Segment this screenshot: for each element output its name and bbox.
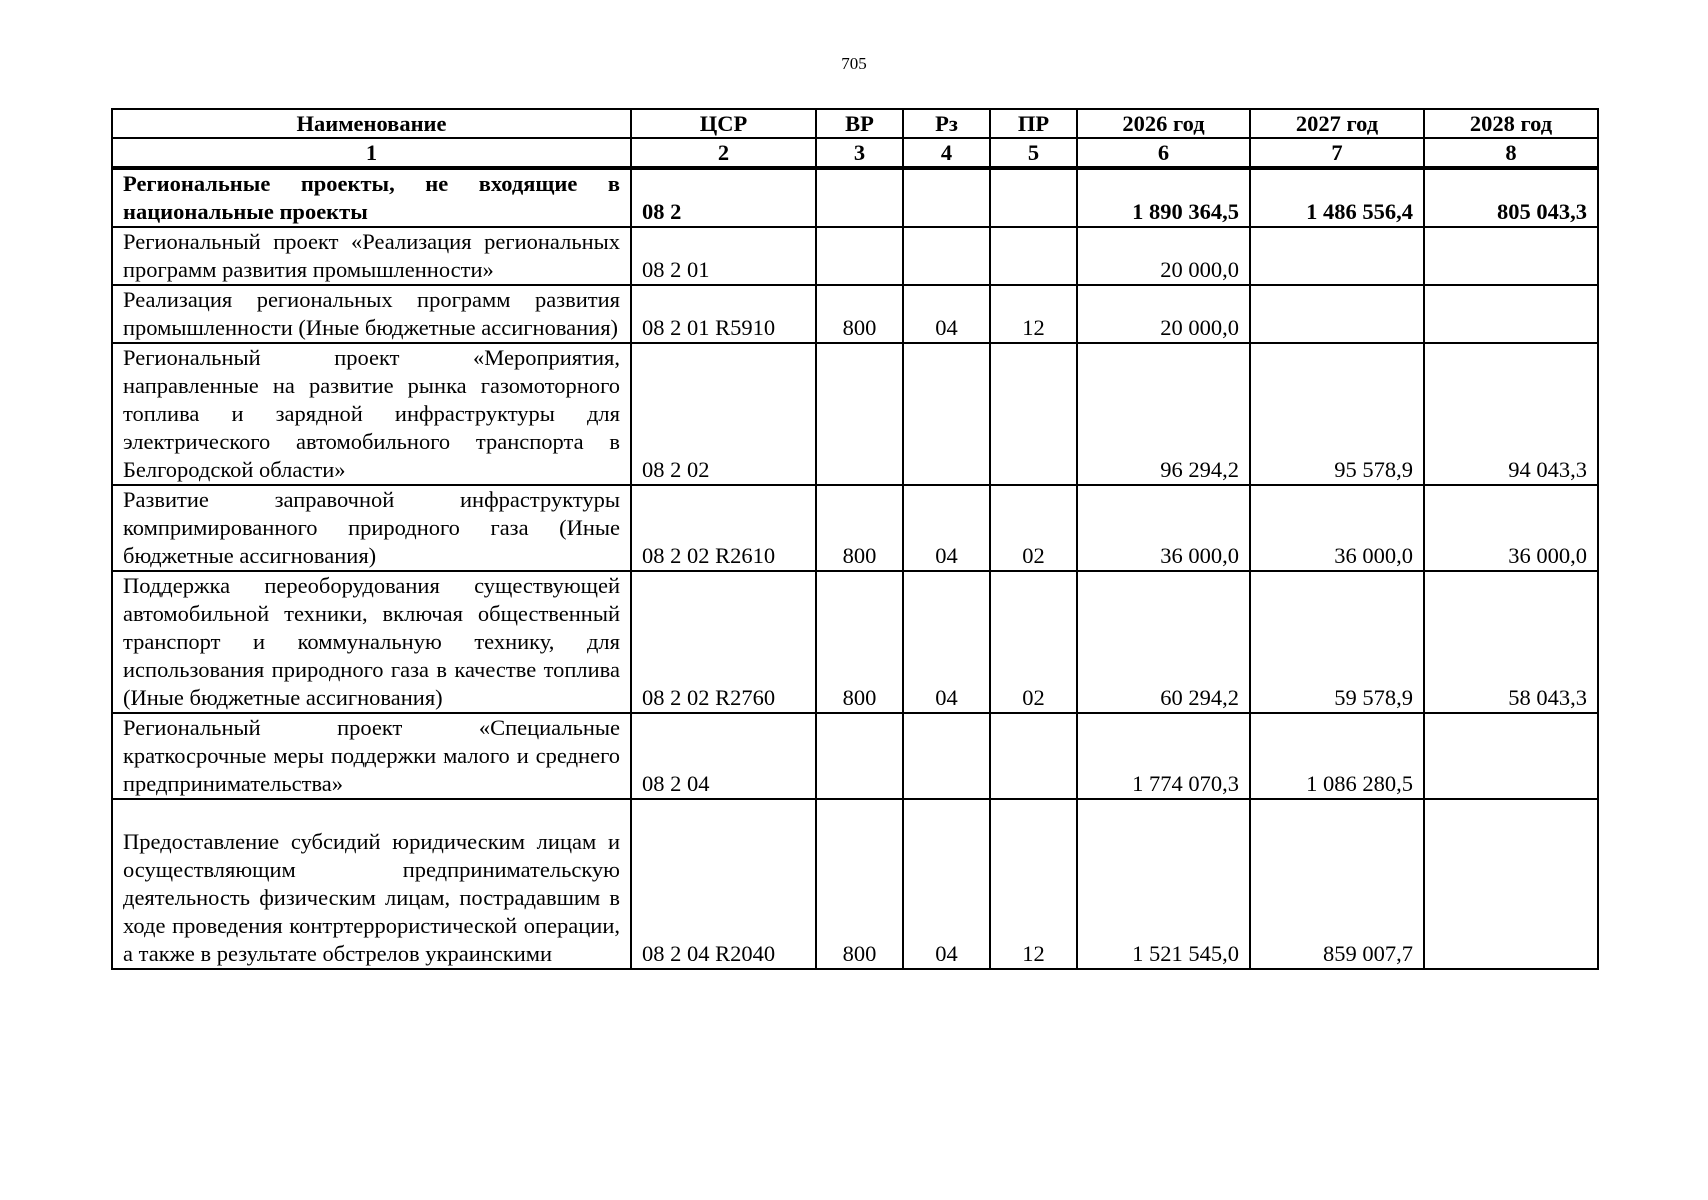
row-name: Развитие заправочной инфраструктуры компримированного природного газа (Иные бюджетные ассигнования) xyxy=(112,485,631,571)
row-pr xyxy=(990,343,1077,485)
row-csr: 08 2 02 R2610 xyxy=(631,485,816,571)
header-csr: ЦСР xyxy=(631,109,816,138)
table-row xyxy=(112,168,1598,227)
table-row xyxy=(112,485,1598,571)
row-2028: 36 000,0 xyxy=(1424,485,1598,571)
header-row xyxy=(112,109,1598,138)
row-vr xyxy=(816,343,903,485)
row-2027: 1 086 280,5 xyxy=(1250,713,1424,799)
row-name: Реализация региональных программ развития промышленности (Иные бюджетные ассигнования) xyxy=(112,285,631,343)
row-2026: 60 294,2 xyxy=(1077,571,1250,713)
row-rz: 04 xyxy=(903,799,990,969)
row-csr: 08 2 02 R2760 xyxy=(631,571,816,713)
table-row xyxy=(112,799,1598,969)
row-vr: 800 xyxy=(816,571,903,713)
row-vr xyxy=(816,227,903,285)
row-name: Предоставление субсидий юридическим лицам и осуществляющим предпринимательскую деятельность физическим лицам, пострадавшим в ходе проведения контртеррористической операции, а также в результате обстрелов украинскими xyxy=(112,799,631,969)
column-number: 6 xyxy=(1077,138,1250,168)
column-number: 1 xyxy=(112,138,631,168)
row-name: Поддержка переоборудования существующей автомобильной техники, включая общественный транспорт и коммунальную технику, для использования природного газа в качестве топлива (Иные бюджетные ассигнования) xyxy=(112,571,631,713)
row-csr: 08 2 02 xyxy=(631,343,816,485)
row-rz xyxy=(903,343,990,485)
row-vr: 800 xyxy=(816,485,903,571)
column-number-row xyxy=(112,138,1598,168)
row-2027: 95 578,9 xyxy=(1250,343,1424,485)
table-row xyxy=(112,227,1598,285)
row-2027: 859 007,7 xyxy=(1250,799,1424,969)
row-rz: 04 xyxy=(903,285,990,343)
row-rz: 04 xyxy=(903,571,990,713)
row-name: Региональный проект «Специальные краткосрочные меры поддержки малого и среднего предпринимательства» xyxy=(112,713,631,799)
row-2026: 1 521 545,0 xyxy=(1077,799,1250,969)
row-pr: 12 xyxy=(990,285,1077,343)
column-number: 7 xyxy=(1250,138,1424,168)
row-csr: 08 2 xyxy=(631,168,816,227)
row-2028 xyxy=(1424,227,1598,285)
row-rz xyxy=(903,713,990,799)
row-pr: 02 xyxy=(990,571,1077,713)
page-number: 705 xyxy=(841,54,867,73)
row-name: Региональный проект «Мероприятия, направленные на развитие рынка газомоторного топлива и зарядной инфраструктуры для электрического автомобильного транспорта в Белгородской области» xyxy=(112,343,631,485)
row-2026: 96 294,2 xyxy=(1077,343,1250,485)
column-number: 8 xyxy=(1424,138,1598,168)
row-vr: 800 xyxy=(816,799,903,969)
row-name: Региональные проекты, не входящие в национальные проекты xyxy=(112,168,631,227)
row-csr: 08 2 01 xyxy=(631,227,816,285)
row-2027: 36 000,0 xyxy=(1250,485,1424,571)
header-2026: 2026 год xyxy=(1077,109,1250,138)
row-2028 xyxy=(1424,799,1598,969)
row-2028 xyxy=(1424,713,1598,799)
row-csr: 08 2 01 R5910 xyxy=(631,285,816,343)
header-rz: Рз xyxy=(903,109,990,138)
row-pr: 12 xyxy=(990,799,1077,969)
table-row xyxy=(112,713,1598,799)
row-2026: 20 000,0 xyxy=(1077,227,1250,285)
column-number: 2 xyxy=(631,138,816,168)
row-2027: 1 486 556,4 xyxy=(1250,168,1424,227)
row-2028: 58 043,3 xyxy=(1424,571,1598,713)
row-2028: 805 043,3 xyxy=(1424,168,1598,227)
header-pr: ПР xyxy=(990,109,1077,138)
row-csr: 08 2 04 xyxy=(631,713,816,799)
column-number: 3 xyxy=(816,138,903,168)
row-name: Региональный проект «Реализация региональных программ развития промышленности» xyxy=(112,227,631,285)
header-name: Наименование xyxy=(112,109,631,138)
header-2027: 2027 год xyxy=(1250,109,1424,138)
table-row xyxy=(112,571,1598,713)
row-pr: 02 xyxy=(990,485,1077,571)
row-2027 xyxy=(1250,285,1424,343)
row-vr: 800 xyxy=(816,285,903,343)
row-rz xyxy=(903,227,990,285)
row-2026: 36 000,0 xyxy=(1077,485,1250,571)
row-2026: 1 890 364,5 xyxy=(1077,168,1250,227)
row-2027: 59 578,9 xyxy=(1250,571,1424,713)
header-vr: ВР xyxy=(816,109,903,138)
row-pr xyxy=(990,713,1077,799)
header-2028: 2028 год xyxy=(1424,109,1598,138)
column-number: 4 xyxy=(903,138,990,168)
table-row xyxy=(112,285,1598,343)
row-2027 xyxy=(1250,227,1424,285)
budget-table xyxy=(111,108,1599,970)
row-rz: 04 xyxy=(903,485,990,571)
row-2026: 20 000,0 xyxy=(1077,285,1250,343)
row-rz xyxy=(903,168,990,227)
row-vr xyxy=(816,168,903,227)
row-pr xyxy=(990,227,1077,285)
table-row xyxy=(112,343,1598,485)
row-vr xyxy=(816,713,903,799)
column-number: 5 xyxy=(990,138,1077,168)
row-2026: 1 774 070,3 xyxy=(1077,713,1250,799)
budget-table-container xyxy=(111,108,1599,970)
row-2028 xyxy=(1424,285,1598,343)
row-pr xyxy=(990,168,1077,227)
row-2028: 94 043,3 xyxy=(1424,343,1598,485)
row-csr: 08 2 04 R2040 xyxy=(631,799,816,969)
